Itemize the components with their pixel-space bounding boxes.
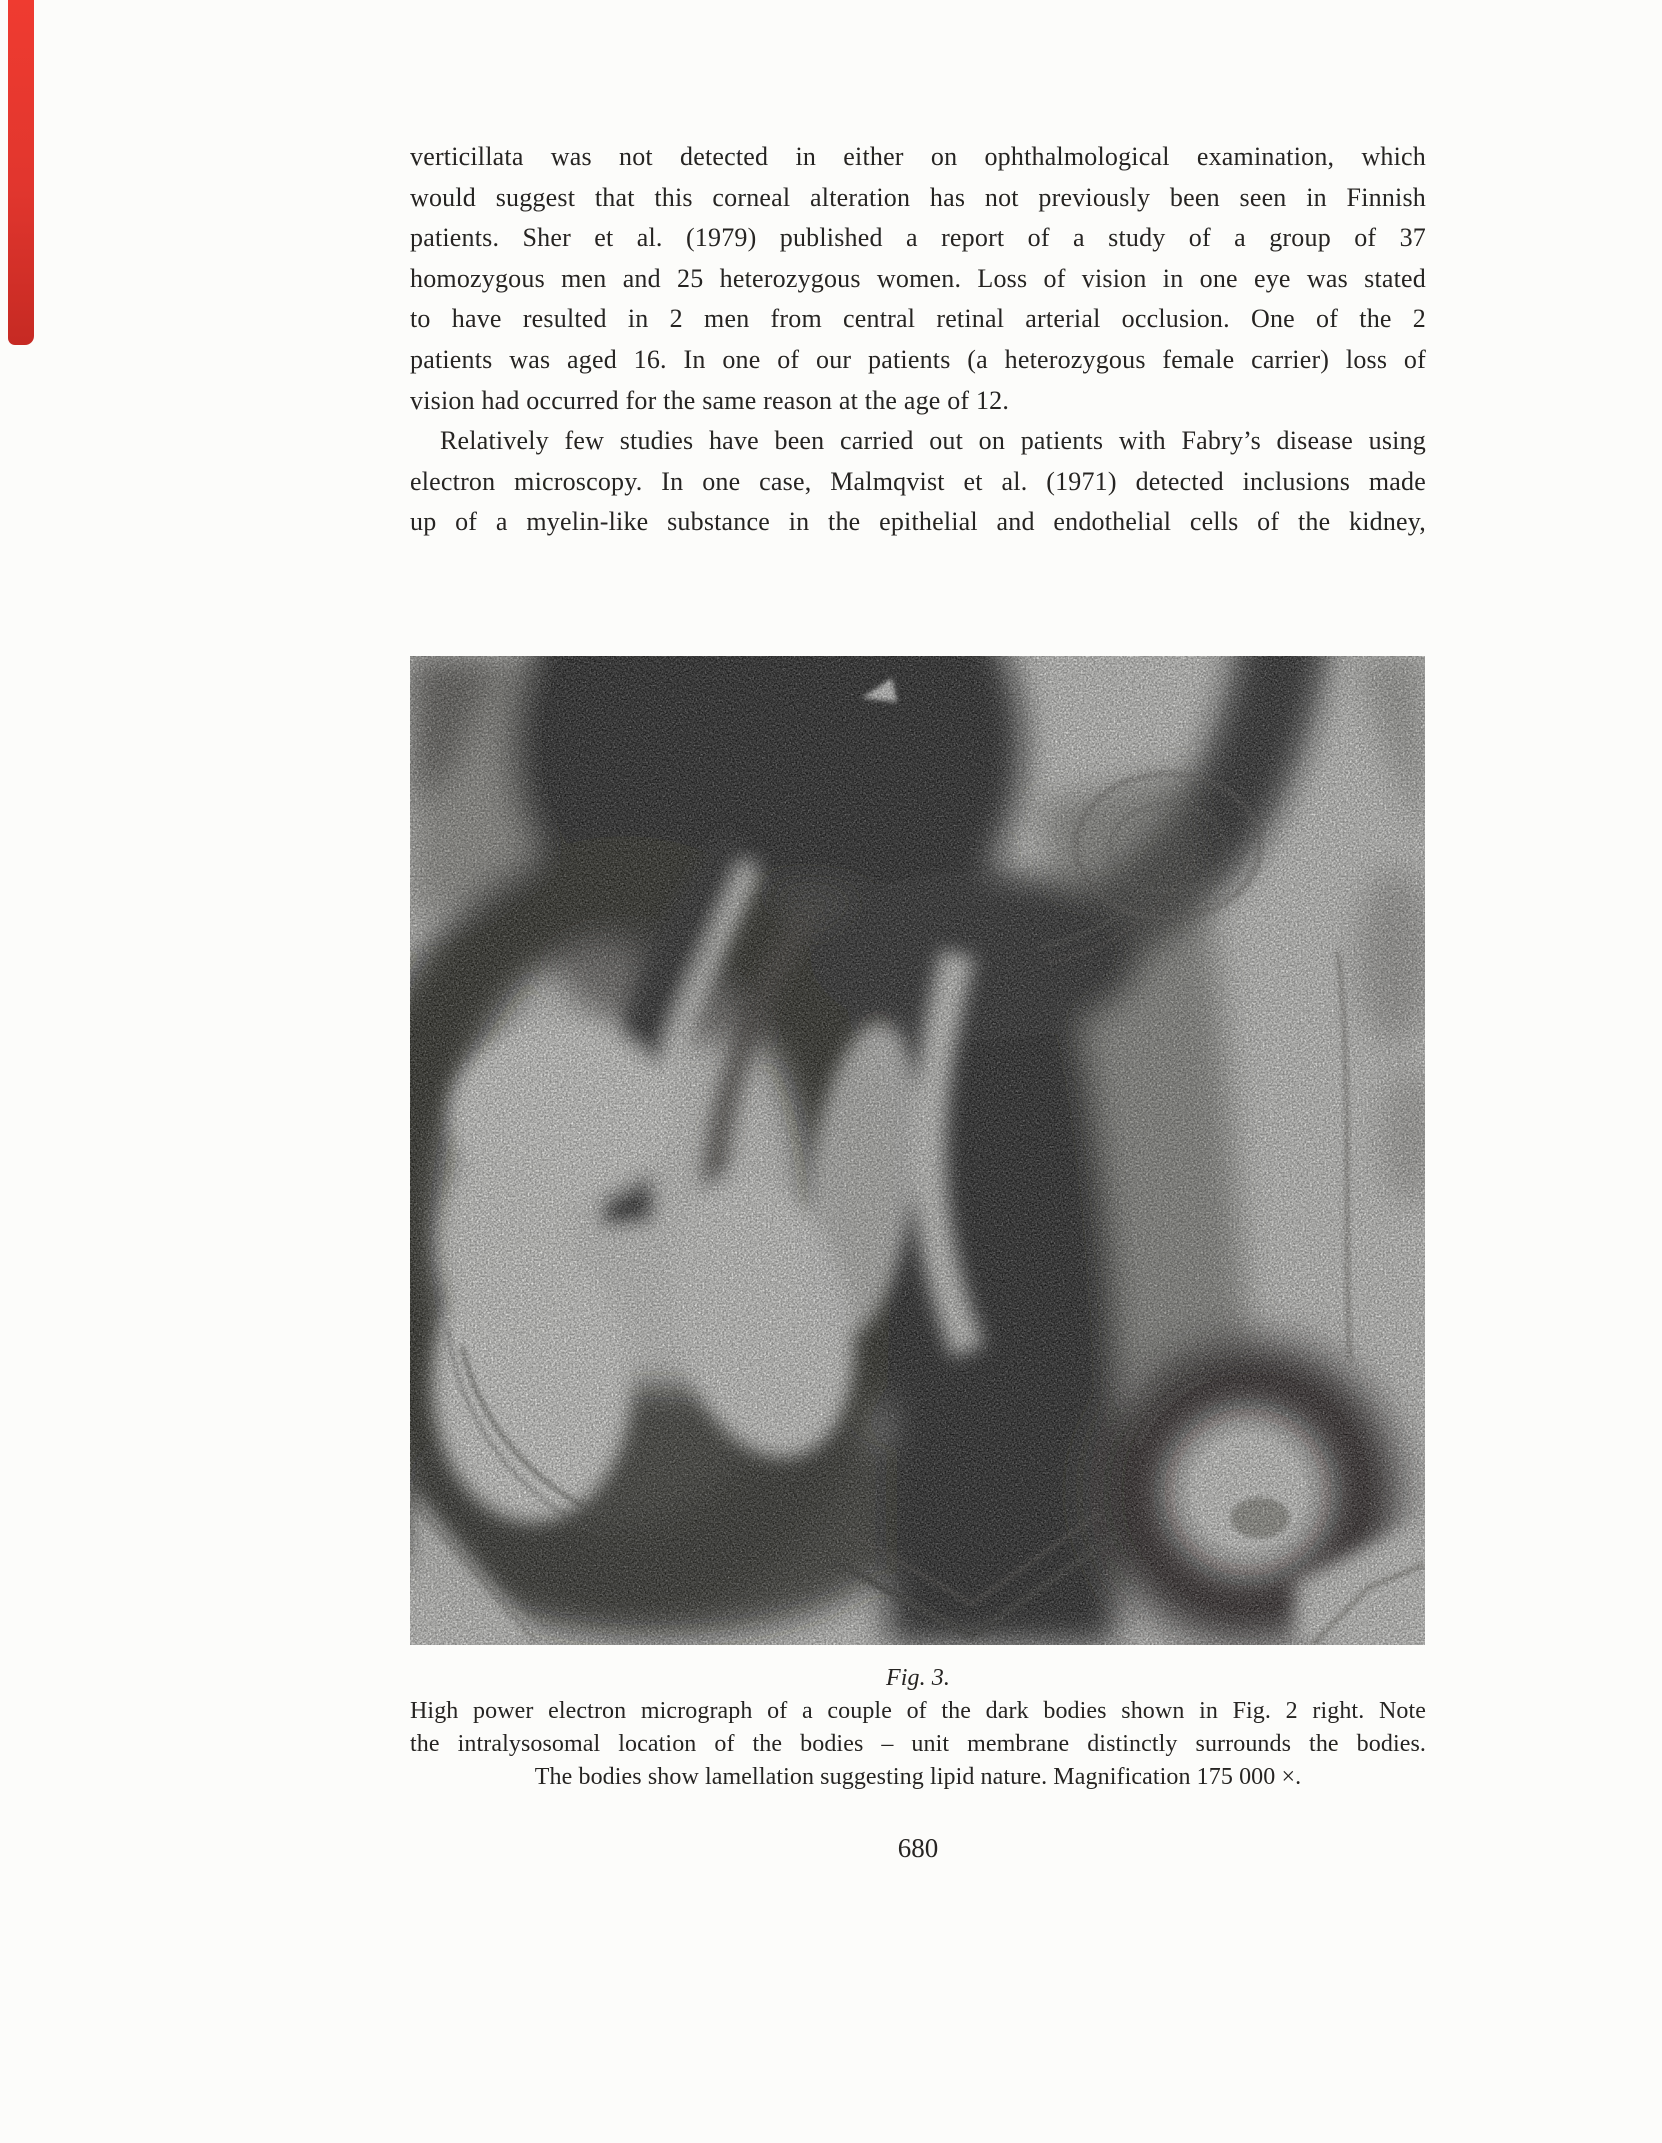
article-body (410, 137, 1426, 543)
body-text-line: up of a myelin-like substance in the epithelial and endothelial cells of the kidney, (410, 507, 1426, 537)
body-text-line: patients was aged 16. In one of our patients (a heterozygous female carrier) loss of (410, 344, 1426, 374)
figure-3 (410, 656, 1425, 1645)
figure-caption-line: The bodies show lamellation suggesting lipid nature. Magnification 175 000 ×. (534, 1764, 1302, 1790)
body-text-line: Relatively few studies have been carried out on patients with Fabry’s disease using (440, 426, 1426, 456)
figure-caption-line: High power electron micrograph of a couple of the dark bodies shown in Fig. 2 right. Note (410, 1698, 1426, 1724)
body-text-line: vision had occurred for the same reason at the age of 12. (410, 385, 1010, 415)
body-text-line: homozygous men and 25 heterozygous women. Loss of vision in one eye was stated (410, 263, 1426, 293)
electron-micrograph-image (410, 656, 1425, 1645)
figure-caption-line: the intralysosomal location of the bodies – unit membrane distinctly surrounds the bodies. (410, 1731, 1426, 1757)
body-text-line: verticillata was not detected in either on ophthalmological examination, which (410, 142, 1426, 171)
body-text-line: electron microscopy. In one case, Malmqvist et al. (1971) detected inclusions made (410, 466, 1426, 496)
body-text-line: to have resulted in 2 men from central retinal arterial occlusion. One of the 2 (410, 304, 1426, 334)
figure-label: Fig. 3. (885, 1665, 951, 1691)
body-text-line: patients. Sher et al. (1979) published a report of a study of a group of 37 (410, 223, 1426, 253)
page-number: 680 (897, 1833, 939, 1863)
body-text-line: would suggest that this corneal alteration has not previously been seen in Finnish (410, 182, 1426, 212)
scan-artifact-red-stripe (8, 0, 34, 345)
figure-caption (410, 1662, 1426, 1794)
